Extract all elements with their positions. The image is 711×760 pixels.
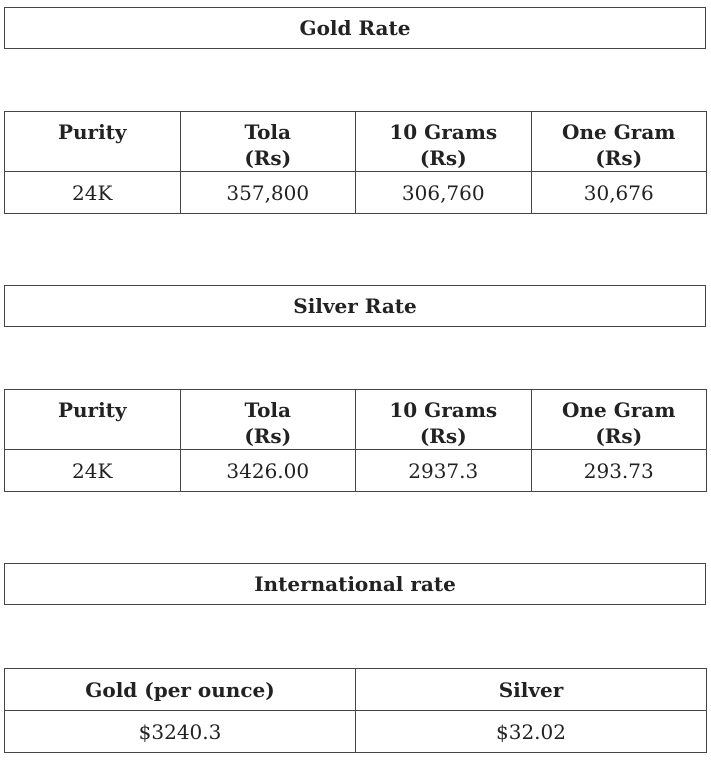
table-row (5, 711, 707, 753)
ten-grams-header: 10 Grams (Rs) (356, 390, 532, 450)
international-rate-table (4, 668, 707, 753)
ten-grams-cell: 306,760 (356, 172, 532, 214)
table-header-row (5, 669, 707, 711)
silver-cell: $32.02 (356, 711, 707, 753)
table-row (5, 450, 707, 492)
tola-cell: 357,800 (180, 172, 356, 214)
one-gram-header: One Gram (Rs) (531, 112, 707, 172)
gold-rate-title: Gold Rate (4, 7, 706, 49)
silver-header: Silver (356, 669, 707, 711)
tola-header: Tola (Rs) (180, 390, 356, 450)
one-gram-header: One Gram (Rs) (531, 390, 707, 450)
silver-rate-title: Silver Rate (4, 285, 706, 327)
purity-header: Purity (5, 112, 181, 172)
ten-grams-header: 10 Grams (Rs) (356, 112, 532, 172)
one-gram-cell: 30,676 (531, 172, 707, 214)
table-header-row (5, 112, 707, 172)
purity-header: Purity (5, 390, 181, 450)
tola-cell: 3426.00 (180, 450, 356, 492)
international-rate-title: International rate (4, 563, 706, 605)
table-row (5, 172, 707, 214)
one-gram-cell: 293.73 (531, 450, 707, 492)
gold-per-ounce-header: Gold (per ounce) (5, 669, 356, 711)
ten-grams-cell: 2937.3 (356, 450, 532, 492)
purity-cell: 24K (5, 450, 181, 492)
gold-rate-table (4, 111, 707, 214)
silver-rate-table (4, 389, 707, 492)
purity-cell: 24K (5, 172, 181, 214)
tola-header: Tola (Rs) (180, 112, 356, 172)
table-header-row (5, 390, 707, 450)
gold-per-ounce-cell: $3240.3 (5, 711, 356, 753)
